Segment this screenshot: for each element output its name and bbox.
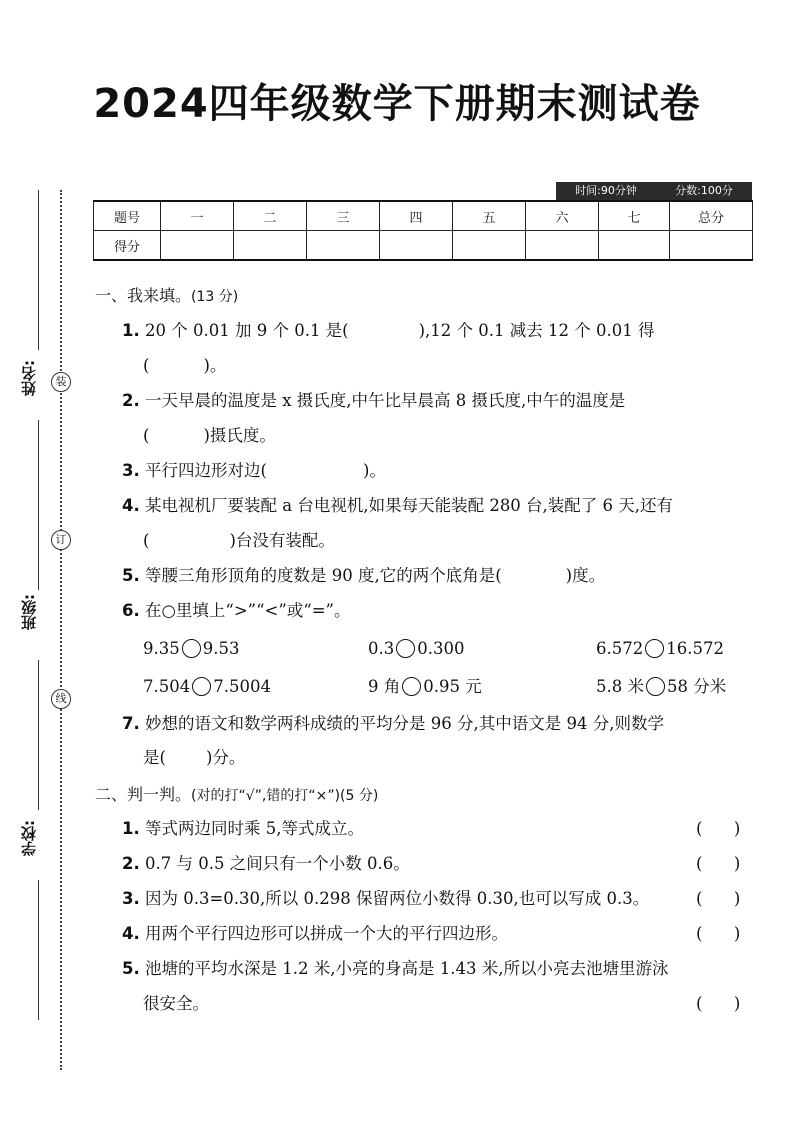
compare-item: [368, 676, 482, 698]
question-number: 6.: [122, 601, 140, 620]
table-header: 三: [307, 201, 380, 231]
question-text: 妙想的语文和数学两科成绩的平均分是 96 分,其中语文是 94 分,则数学: [145, 714, 664, 733]
question-5: [122, 565, 605, 587]
exam-info-bar: [556, 182, 752, 200]
question-number: 5.: [122, 566, 140, 585]
question-text: (: [143, 426, 150, 445]
section-title: 一、我来填。: [95, 286, 192, 305]
question-4-cont: [143, 530, 335, 552]
score-cell[interactable]: [453, 231, 526, 261]
score-cell[interactable]: [380, 231, 453, 261]
question-number: 4.: [122, 496, 140, 515]
compare-left: 5.8 米: [596, 677, 644, 696]
question-number: 3.: [122, 461, 140, 480]
question-text: )摄氏度。: [203, 426, 276, 445]
question-2: [122, 390, 625, 412]
seal-zhuang: 装: [51, 372, 71, 392]
seal-xian: 线: [51, 689, 71, 709]
question-number: 1.: [122, 321, 140, 340]
name-label: 姓名:: [20, 360, 38, 396]
table-header: 六: [526, 201, 599, 231]
class-label: 班级:: [20, 594, 38, 630]
question-text: )。: [203, 356, 227, 375]
question-1-cont: [143, 355, 226, 377]
question-text: )度。: [565, 566, 606, 585]
compare-right: 0.95 元: [423, 677, 482, 696]
table-header: 一: [161, 201, 234, 231]
judge-answer-box[interactable]: ( ): [696, 819, 741, 838]
question-text: )台没有装配。: [229, 531, 335, 550]
binding-dotted-line: [60, 190, 62, 1070]
judge-item: [122, 853, 410, 875]
score-cell[interactable]: [234, 231, 307, 261]
score-cell[interactable]: [599, 231, 670, 261]
question-number: 3.: [122, 889, 140, 908]
page-title: 2024四年级数学下册期末测试卷: [93, 81, 701, 127]
compare-left: 6.572: [596, 639, 644, 658]
judge-answer-box[interactable]: ( ): [696, 924, 741, 943]
judge-item-cont: [143, 993, 209, 1015]
compare-circle[interactable]: [396, 639, 415, 658]
section-points: (对的打“√”,错的打“×”)(5 分): [191, 788, 379, 804]
compare-left: 9.35: [143, 639, 180, 658]
question-text: 在○里填上“>”“<”或“=”。: [145, 601, 351, 620]
judge-answer-box[interactable]: ( ): [696, 889, 741, 908]
question-text: )。: [362, 461, 386, 480]
question-text: ),12 个 0.1 减去 12 个 0.01 得: [418, 321, 655, 340]
score-cell[interactable]: [526, 231, 599, 261]
section-points: (13 分): [191, 289, 239, 305]
compare-right: 7.5004: [213, 677, 271, 696]
table-header: 总分: [670, 201, 753, 231]
judge-item: [122, 888, 649, 910]
compare-item: [143, 638, 240, 660]
judge-item: [122, 923, 508, 945]
question-6: [122, 600, 351, 622]
section-title: 二、判一判。: [95, 785, 192, 804]
question-number: 5.: [122, 959, 140, 978]
judge-answer-box[interactable]: ( ): [696, 854, 741, 873]
question-text: (: [143, 356, 150, 375]
score-cell[interactable]: [161, 231, 234, 261]
compare-left: 7.504: [143, 677, 191, 696]
total-score: 分数:100分: [675, 184, 733, 197]
section-2-heading: [95, 784, 378, 807]
question-number: 2.: [122, 854, 140, 873]
score-row-label: 得分: [94, 231, 161, 261]
margin-rule: [38, 660, 39, 810]
question-text: 某电视机厂要装配 a 台电视机,如果每天能装配 280 台,装配了 6 天,还有: [145, 496, 674, 515]
time-limit: 时间:90分钟: [575, 184, 637, 197]
compare-item: [368, 638, 465, 660]
compare-right: 9.53: [202, 639, 240, 658]
question-text: 池塘的平均水深是 1.2 米,小亮的身高是 1.43 米,所以小亮去池塘里游泳: [145, 959, 669, 978]
compare-left: 0.3: [368, 639, 395, 658]
compare-right: 58 分米: [667, 677, 727, 696]
question-text: 20 个 0.01 加 9 个 0.1 是(: [145, 321, 349, 340]
question-number: 7.: [122, 714, 140, 733]
question-text: 0.7 与 0.5 之间只有一个小数 0.6。: [145, 854, 410, 873]
compare-circle[interactable]: [402, 677, 421, 696]
compare-item: [143, 676, 271, 698]
table-header: 题号: [94, 201, 161, 231]
question-1: [122, 320, 655, 342]
question-text: 平行四边形对边(: [145, 461, 267, 480]
question-number: 4.: [122, 924, 140, 943]
table-header: 二: [234, 201, 307, 231]
section-1-heading: [95, 285, 238, 308]
question-text: 因为 0.3=0.30,所以 0.298 保留两位小数得 0.30,也可以写成 0.3。: [145, 889, 650, 908]
compare-circle[interactable]: [182, 639, 201, 658]
table-header: 四: [380, 201, 453, 231]
compare-circle[interactable]: [645, 639, 664, 658]
compare-right: 0.300: [417, 639, 465, 658]
compare-item: [596, 638, 724, 660]
margin-rule: [38, 880, 39, 1020]
seal-ding: 订: [51, 530, 71, 550]
compare-item: [596, 676, 726, 698]
score-cell[interactable]: [307, 231, 380, 261]
score-table: [93, 200, 753, 261]
compare-right: 16.572: [666, 639, 724, 658]
question-number: 1.: [122, 819, 140, 838]
judge-item: [122, 958, 668, 980]
question-text: 等腰三角形顶角的度数是 90 度,它的两个底角是(: [145, 566, 502, 585]
question-text: 很安全。: [143, 994, 209, 1013]
question-text: 是(: [143, 748, 166, 767]
question-3: [122, 460, 386, 482]
question-7-cont: [143, 747, 245, 769]
question-4: [122, 495, 673, 517]
compare-circle[interactable]: [646, 677, 665, 696]
question-number: 2.: [122, 391, 140, 410]
question-text: (: [143, 531, 150, 550]
judge-item: [122, 818, 364, 840]
score-table-score-row: [94, 231, 753, 261]
margin-rule: [38, 420, 39, 590]
school-label: 学校:: [20, 820, 38, 856]
table-header: 七: [599, 201, 670, 231]
judge-answer-box[interactable]: ( ): [696, 994, 741, 1013]
score-cell[interactable]: [670, 231, 753, 261]
compare-circle[interactable]: [192, 677, 211, 696]
question-text: )分。: [205, 748, 246, 767]
question-text: 等式两边同时乘 5,等式成立。: [145, 819, 364, 838]
question-text: 用两个平行四边形可以拼成一个大的平行四边形。: [145, 924, 508, 943]
question-text: 一天早晨的温度是 x 摄氏度,中午比早晨高 8 摄氏度,中午的温度是: [145, 391, 626, 410]
score-table-header-row: [94, 201, 753, 231]
question-7: [122, 713, 664, 735]
margin-rule: [38, 190, 39, 350]
question-2-cont: [143, 425, 276, 447]
compare-left: 9 角: [368, 677, 401, 696]
table-header: 五: [453, 201, 526, 231]
